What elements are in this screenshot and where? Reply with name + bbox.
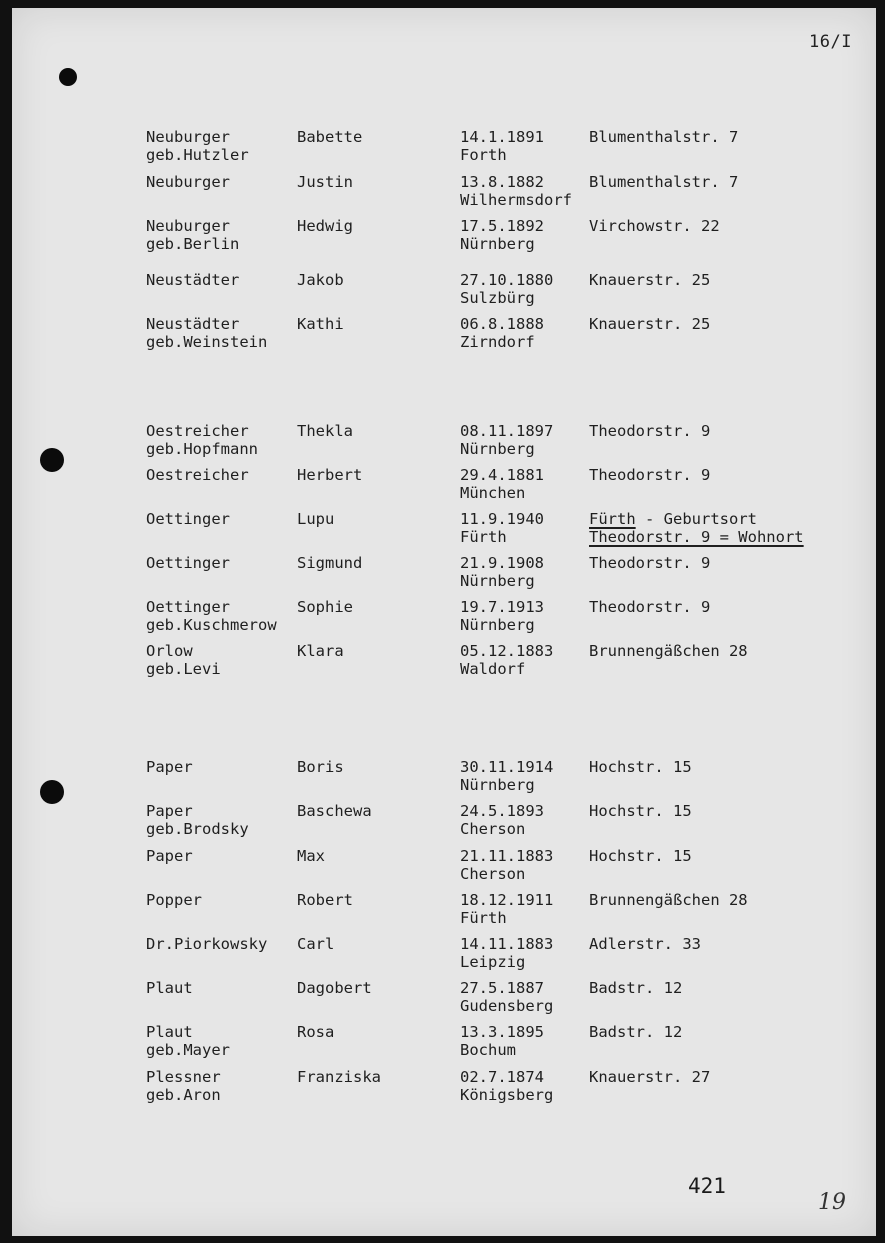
maiden-name: geb.Mayer xyxy=(146,1041,230,1059)
address: Blumenthalstr. 7 xyxy=(589,128,739,146)
first-name: Thekla xyxy=(297,422,353,440)
record-row xyxy=(12,422,876,462)
surname: Neustädter xyxy=(146,271,240,289)
birth-place: Waldorf xyxy=(460,660,526,678)
surname: Plaut xyxy=(146,1023,193,1041)
birth-place: Forth xyxy=(460,146,507,164)
surname: Neuburger xyxy=(146,173,230,191)
first-name: Jakob xyxy=(297,271,344,289)
address-second-line: Theodorstr. 9 = Wohnort xyxy=(589,528,804,546)
birth-place: Königsberg xyxy=(460,1086,554,1104)
first-name: Dagobert xyxy=(297,979,372,997)
birth-date: 06.8.1888 xyxy=(460,315,544,333)
birth-place: Fürth xyxy=(460,528,507,546)
birth-place: Nürnberg xyxy=(460,235,535,253)
record-row xyxy=(12,642,876,682)
birth-date: 21.9.1908 xyxy=(460,554,544,572)
birth-place: Zirndorf xyxy=(460,333,535,351)
page-number: 421 xyxy=(688,1174,726,1198)
maiden-name: geb.Berlin xyxy=(146,235,240,253)
first-name: Justin xyxy=(297,173,353,191)
record-row xyxy=(12,466,876,506)
record-row xyxy=(12,271,876,311)
first-name: Hedwig xyxy=(297,217,353,235)
birth-date: 30.11.1914 xyxy=(460,758,554,776)
surname: Neustädter xyxy=(146,315,240,333)
first-name: Kathi xyxy=(297,315,344,333)
address: Theodorstr. 9 xyxy=(589,422,711,440)
sheet-reference: 16/I xyxy=(809,32,852,52)
birth-place: Nürnberg xyxy=(460,616,535,634)
surname: Paper xyxy=(146,847,193,865)
record-row xyxy=(12,802,876,842)
punch-hole-top xyxy=(59,68,77,86)
maiden-name: geb.Kuschmerow xyxy=(146,616,277,634)
birth-date: 02.7.1874 xyxy=(460,1068,544,1086)
address-underlined: Fürth xyxy=(589,510,636,528)
maiden-name: geb.Brodsky xyxy=(146,820,249,838)
surname: Popper xyxy=(146,891,202,909)
birth-date: 17.5.1892 xyxy=(460,217,544,235)
birth-date: 14.11.1883 xyxy=(460,935,554,953)
address xyxy=(589,510,757,528)
birth-date: 13.3.1895 xyxy=(460,1023,544,1041)
address: Brunnengäßchen 28 xyxy=(589,642,748,660)
surname: Plaut xyxy=(146,979,193,997)
record-row xyxy=(12,758,876,798)
first-name: Robert xyxy=(297,891,353,909)
address: Knauerstr. 25 xyxy=(589,315,711,333)
record-row xyxy=(12,598,876,638)
address: Hochstr. 15 xyxy=(589,847,692,865)
record-row xyxy=(12,935,876,975)
maiden-name: geb.Aron xyxy=(146,1086,221,1104)
birth-date: 29.4.1881 xyxy=(460,466,544,484)
record-row xyxy=(12,128,876,168)
birth-date: 27.10.1880 xyxy=(460,271,554,289)
address: Theodorstr. 9 xyxy=(589,598,711,616)
birth-date: 21.11.1883 xyxy=(460,847,554,865)
record-row xyxy=(12,847,876,887)
document-page xyxy=(12,8,876,1236)
first-name: Sophie xyxy=(297,598,353,616)
first-name: Sigmund xyxy=(297,554,363,572)
birth-date: 11.9.1940 xyxy=(460,510,544,528)
address-note: - Geburtsort xyxy=(635,510,757,528)
address: Hochstr. 15 xyxy=(589,758,692,776)
first-name: Babette xyxy=(297,128,363,146)
birth-date: 13.8.1882 xyxy=(460,173,544,191)
address: Adlerstr. 33 xyxy=(589,935,701,953)
birth-place: Nürnberg xyxy=(460,440,535,458)
surname: Neuburger xyxy=(146,217,230,235)
surname: Paper xyxy=(146,802,193,820)
birth-place: Nürnberg xyxy=(460,776,535,794)
handwritten-number: 19 xyxy=(818,1190,846,1215)
birth-date: 08.11.1897 xyxy=(460,422,554,440)
address: Badstr. 12 xyxy=(589,1023,683,1041)
birth-place: Cherson xyxy=(460,865,526,883)
address: Theodorstr. 9 xyxy=(589,554,711,572)
address: Badstr. 12 xyxy=(589,979,683,997)
first-name: Lupu xyxy=(297,510,335,528)
birth-date: 05.12.1883 xyxy=(460,642,554,660)
surname: Orlow xyxy=(146,642,193,660)
surname: Oettinger xyxy=(146,554,230,572)
record-row xyxy=(12,554,876,594)
record-row xyxy=(12,315,876,355)
record-row xyxy=(12,979,876,1019)
birth-place: Cherson xyxy=(460,820,526,838)
surname: Oestreicher xyxy=(146,422,249,440)
birth-date: 18.12.1911 xyxy=(460,891,554,909)
address: Knauerstr. 25 xyxy=(589,271,711,289)
maiden-name: geb.Levi xyxy=(146,660,221,678)
surname: Neuburger xyxy=(146,128,230,146)
surname: Oettinger xyxy=(146,598,230,616)
first-name: Rosa xyxy=(297,1023,335,1041)
surname: Oettinger xyxy=(146,510,230,528)
birth-date: 14.1.1891 xyxy=(460,128,544,146)
record-row xyxy=(12,510,876,550)
record-row xyxy=(12,217,876,257)
birth-place: Fürth xyxy=(460,909,507,927)
address: Hochstr. 15 xyxy=(589,802,692,820)
birth-place: Wilhermsdorf xyxy=(460,191,572,209)
address: Knauerstr. 27 xyxy=(589,1068,711,1086)
surname: Plessner xyxy=(146,1068,221,1086)
first-name: Max xyxy=(297,847,325,865)
birth-place: Bochum xyxy=(460,1041,516,1059)
birth-place: Nürnberg xyxy=(460,572,535,590)
maiden-name: geb.Weinstein xyxy=(146,333,268,351)
first-name: Carl xyxy=(297,935,335,953)
surname: Paper xyxy=(146,758,193,776)
maiden-name: geb.Hopfmann xyxy=(146,440,258,458)
address: Blumenthalstr. 7 xyxy=(589,173,739,191)
first-name: Boris xyxy=(297,758,344,776)
birth-place: Sulzbürg xyxy=(460,289,535,307)
first-name: Klara xyxy=(297,642,344,660)
address: Brunnengäßchen 28 xyxy=(589,891,748,909)
record-row xyxy=(12,1023,876,1063)
first-name: Baschewa xyxy=(297,802,372,820)
birth-place: Leipzig xyxy=(460,953,526,971)
record-row xyxy=(12,1068,876,1108)
birth-place: München xyxy=(460,484,526,502)
record-row xyxy=(12,891,876,931)
first-name: Franziska xyxy=(297,1068,381,1086)
birth-date: 27.5.1887 xyxy=(460,979,544,997)
birth-place: Gudensberg xyxy=(460,997,554,1015)
first-name: Herbert xyxy=(297,466,363,484)
address: Theodorstr. 9 xyxy=(589,466,711,484)
record-row xyxy=(12,173,876,213)
birth-date: 24.5.1893 xyxy=(460,802,544,820)
surname: Oestreicher xyxy=(146,466,249,484)
maiden-name: geb.Hutzler xyxy=(146,146,249,164)
birth-date: 19.7.1913 xyxy=(460,598,544,616)
surname: Dr.Piorkowsky xyxy=(146,935,268,953)
address: Virchowstr. 22 xyxy=(589,217,720,235)
